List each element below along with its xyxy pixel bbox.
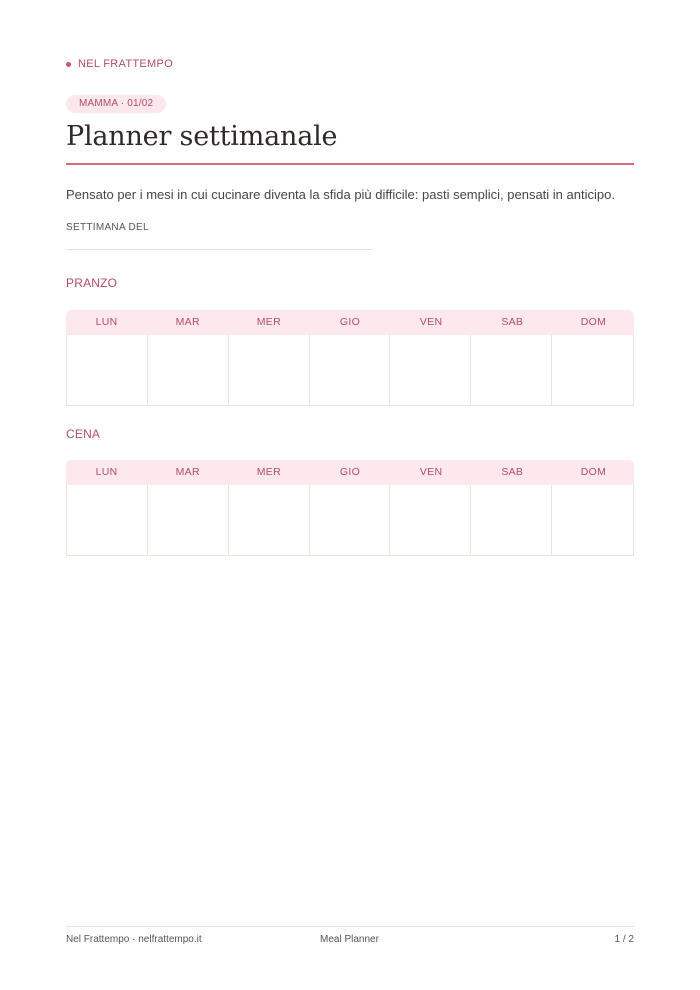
- day-header: VEN: [419, 466, 443, 478]
- day-header: VEN: [419, 316, 443, 328]
- meal-cell[interactable]: [67, 485, 148, 555]
- grid-pranzo: [66, 310, 634, 406]
- category-badge: MAMMA · 01/02: [66, 95, 166, 113]
- day-header: GIO: [339, 316, 361, 328]
- day-header: SAB: [501, 466, 524, 478]
- section-label-pranzo: PRANZO: [66, 276, 118, 290]
- day-header: GIO: [339, 466, 361, 478]
- day-header: MAR: [175, 466, 200, 478]
- meal-cell[interactable]: [229, 485, 310, 555]
- meal-cell[interactable]: [552, 485, 633, 555]
- meal-cell[interactable]: [390, 335, 471, 405]
- brand-name: NEL FRATTEMPO: [78, 58, 173, 70]
- day-header: LUN: [95, 316, 118, 328]
- meal-cell[interactable]: [552, 335, 633, 405]
- meal-cell[interactable]: [229, 335, 310, 405]
- meal-cell[interactable]: [67, 335, 148, 405]
- grid-cena: [66, 460, 634, 556]
- footer-page-number: 1 / 2: [614, 934, 634, 945]
- brand-dot-icon: [66, 62, 71, 67]
- meal-cell[interactable]: [310, 335, 391, 405]
- day-header: DOM: [580, 466, 607, 478]
- section-label-cena: CENA: [66, 427, 101, 441]
- footer-doc-name: Meal Planner: [320, 934, 379, 945]
- grid-header-pranzo: [66, 310, 634, 335]
- day-header: LUN: [95, 466, 118, 478]
- page-title: Planner settimanale: [66, 121, 338, 152]
- footer-divider: [66, 926, 634, 927]
- week-input-line[interactable]: [66, 249, 372, 250]
- meal-cell[interactable]: [471, 335, 552, 405]
- grid-header-cena: [66, 460, 634, 485]
- footer-site: Nel Frattempo · nelfrattempo.it: [66, 934, 202, 945]
- day-header: MER: [256, 466, 281, 478]
- meal-cell[interactable]: [310, 485, 391, 555]
- meal-cell[interactable]: [148, 485, 229, 555]
- day-header: SAB: [501, 316, 524, 328]
- grid-body-pranzo: [66, 335, 634, 406]
- day-header: MER: [256, 316, 281, 328]
- day-header: MAR: [175, 316, 200, 328]
- title-divider: [66, 163, 634, 165]
- day-header: DOM: [580, 316, 607, 328]
- meal-cell[interactable]: [390, 485, 471, 555]
- intro-text: Pensato per i mesi in cui cucinare diventa la sfida più difficile: pasti semplici, pensati in anticipo.: [66, 187, 615, 202]
- brand: [66, 58, 173, 70]
- week-label: SETTIMANA DEL: [66, 222, 149, 233]
- meal-cell[interactable]: [471, 485, 552, 555]
- grid-body-cena: [66, 485, 634, 556]
- meal-cell[interactable]: [148, 335, 229, 405]
